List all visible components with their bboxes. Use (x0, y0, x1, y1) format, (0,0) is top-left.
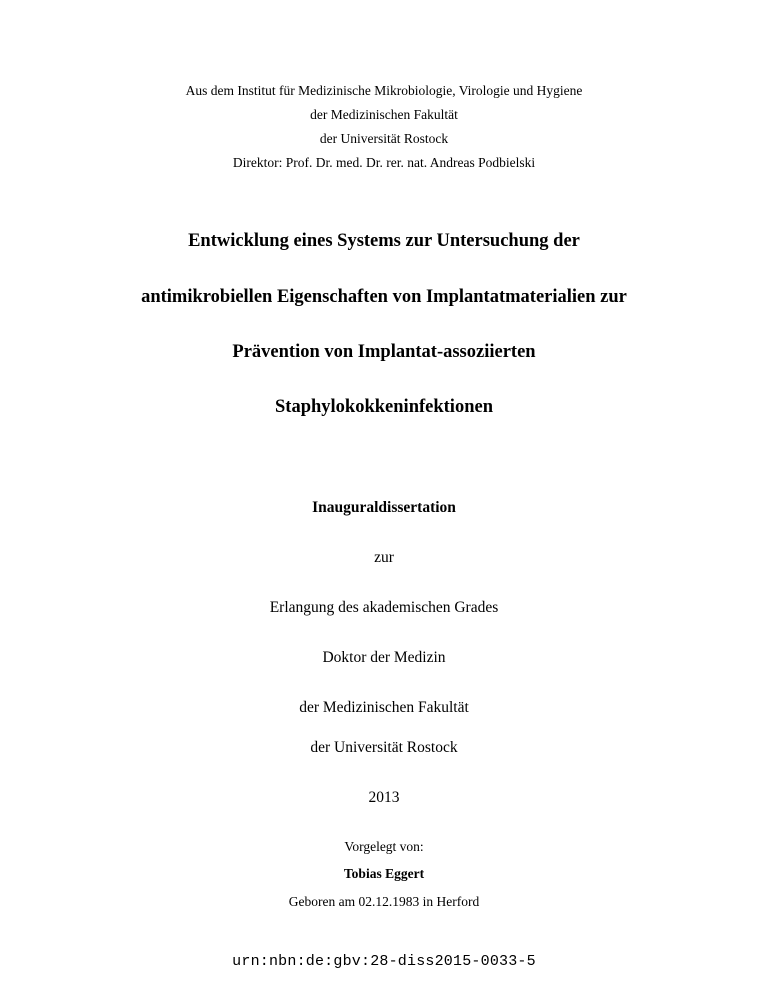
dissertation-line-degree: Erlangung des akademischen Grades (269, 599, 499, 616)
title-line-4: Staphylokokkeninfektionen (275, 397, 493, 417)
dissertation-year: 2013 (368, 789, 400, 806)
faculty-line: der Medizinischen Fakultät (310, 107, 458, 122)
university-line: der Universität Rostock (319, 131, 449, 146)
title-line-3: Prävention von Implantat-assoziierten (232, 342, 536, 362)
dissertation-line-zur: zur (374, 549, 394, 566)
dissertation-line-university: der Universität Rostock (310, 739, 458, 756)
institute-line: Aus dem Institut für Medizinische Mikrobiologie, Virologie und Hygiene (185, 83, 583, 98)
title-line-2: antimikrobiellen Eigenschaften von Implantatmaterialien zur (141, 287, 627, 307)
dissertation-line-faculty: der Medizinischen Fakultät (299, 699, 469, 716)
title-line-1: Entwicklung eines Systems zur Untersuchung der (188, 231, 580, 251)
author-birth: Geboren am 02.12.1983 in Herford (288, 894, 480, 909)
director-line: Direktor: Prof. Dr. med. Dr. rer. nat. Andreas Podbielski (232, 155, 536, 170)
dissertation-line-doctor: Doktor der Medizin (322, 649, 446, 666)
submitted-label: Vorgelegt von: (344, 839, 424, 854)
dissertation-type: Inauguraldissertation (312, 499, 456, 516)
urn-identifier: urn:nbn:de:gbv:28-diss2015-0033-5 (232, 953, 536, 970)
author-name: Tobias Eggert (343, 866, 425, 881)
